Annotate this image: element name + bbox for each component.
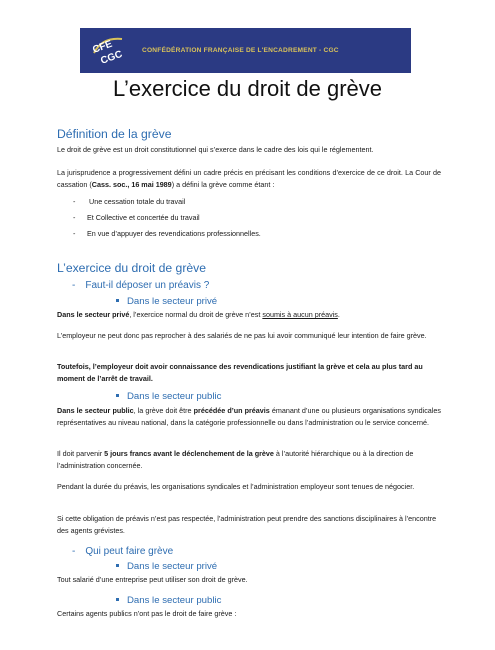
paragraph: Dans le secteur privé, l’exercice normal du droit de grève n’est soumis à aucun préavis.	[57, 310, 340, 319]
list-item: - En vue d’appuyer des revendications professionnelles.	[73, 229, 261, 238]
paragraph: Toutefois, l’employeur doit avoir connaissance des revendications justifiant la grève et cela au plus tard au moment de l’arrêt de travail.	[57, 362, 423, 383]
subsubheading-prive-2: Dans le secteur privé	[116, 561, 217, 572]
subsubheading-prive: Dans le secteur privé	[116, 296, 217, 307]
paragraph: La jurisprudence a progressivement défini un cadre précis en précisant les conditions d’exercice de ce droit. La Cour de cassation (Cass. soc., 16 mai 1989) a défini la grève comme étant :	[57, 168, 441, 189]
banner-title: CONFÉDÉRATION FRANÇAISE DE L'ENCADREMENT - CGC	[142, 47, 339, 54]
section-heading-exercice: L’exercice du droit de grève	[57, 261, 207, 275]
bullet-icon	[116, 564, 119, 567]
paragraph: L’employeur ne peut donc pas reprocher à des salariés de ne pas lui avoir communiqué leur intention de faire grève.	[57, 331, 427, 340]
subsubheading-public: Dans le secteur public	[116, 391, 221, 402]
subheading-preavis: - Faut-il déposer un préavis ?	[72, 280, 210, 291]
header-banner	[80, 28, 411, 73]
bullet-icon	[116, 598, 119, 601]
subsubheading-public-2: Dans le secteur public	[116, 595, 221, 606]
paragraph: Certains agents publics n’ont pas le droit de faire grève :	[57, 609, 237, 618]
paragraph: Pendant la durée du préavis, les organisations syndicales et l’administration employeur sont tenues de négocier.	[57, 482, 415, 491]
paragraph: Dans le secteur public, la grève doit être précédée d’un préavis émanant d’une ou plusieurs organisations syndicales représentatives au niveau national, dans la catégorie professionnelle ou dans l’administration ou le service concerné.	[57, 406, 441, 427]
subheading-qui: - Qui peut faire grève	[72, 546, 174, 557]
cfe-cgc-logo	[88, 33, 132, 69]
list-item: - Une cessation totale du travail	[73, 197, 186, 206]
bullet-icon	[116, 394, 119, 397]
svg-text:CFE: CFE	[91, 38, 114, 56]
bullet-icon	[116, 299, 119, 302]
svg-text:CGC: CGC	[99, 48, 124, 67]
paragraph: Si cette obligation de préavis n’est pas respectée, l’administration peut prendre des sanctions disciplinaires à l’encontre des agents grévistes.	[57, 514, 437, 535]
paragraph: Il doit parvenir 5 jours francs avant le déclenchement de la grève à l’autorité hiérarchique ou à la direction de l’administration concernée.	[57, 449, 414, 470]
page-title: L’exercice du droit de grève	[112, 76, 383, 101]
section-heading-definition: Définition de la grève	[57, 127, 172, 141]
paragraph: Le droit de grève est un droit constitutionnel qui s’exerce dans le cadre des lois qui le réglementent.	[57, 145, 374, 154]
paragraph: Tout salarié d’une entreprise peut utiliser son droit de grève.	[57, 575, 248, 584]
list-item: - Et Collective et concertée du travail	[73, 213, 200, 222]
